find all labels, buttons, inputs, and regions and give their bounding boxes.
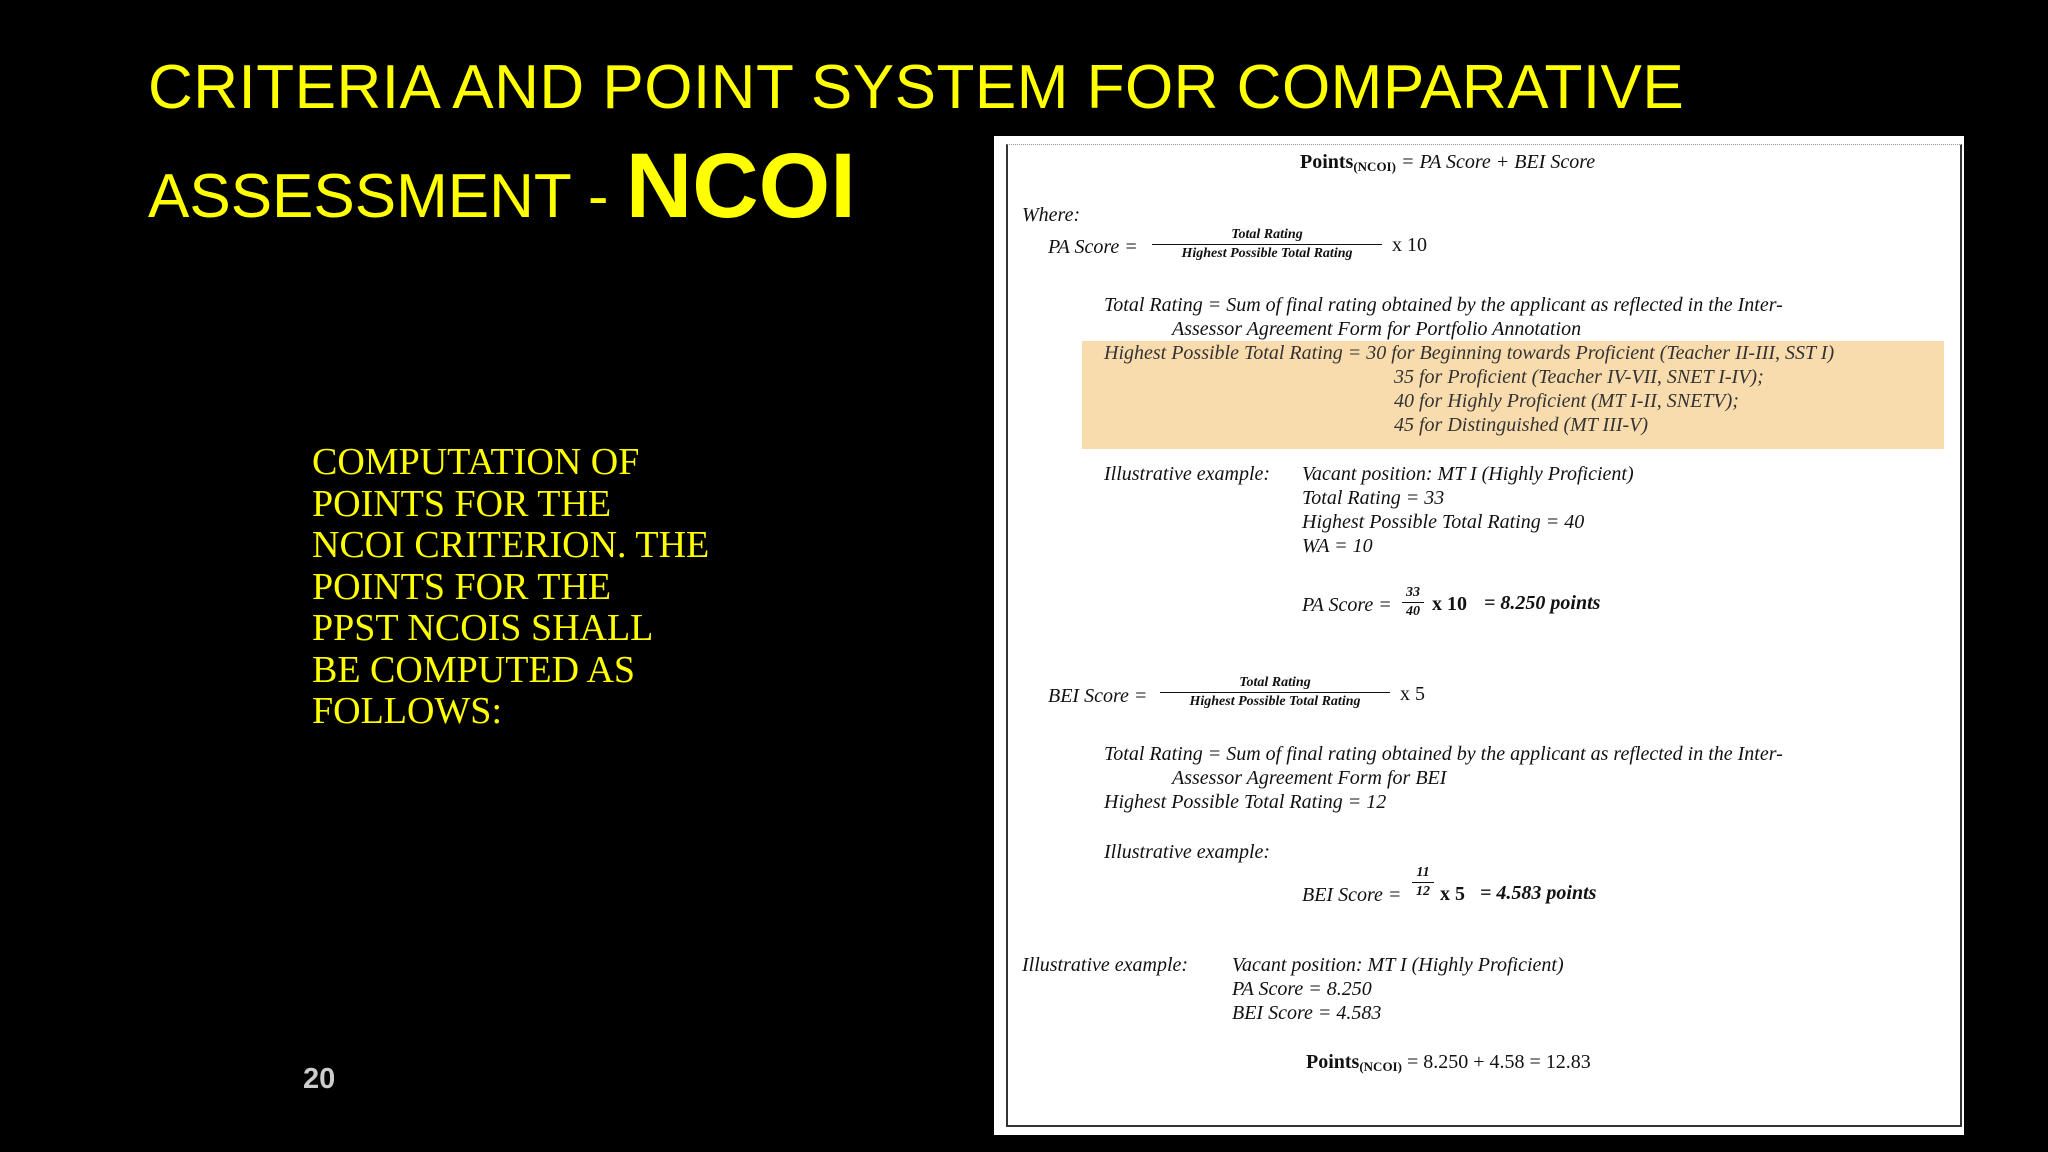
example2-calc-mult: x 5 (1440, 883, 1465, 905)
example1-wa: WA = 10 (1302, 535, 1373, 557)
hpt-line4: 45 for Distinguished (MT III-V) (1394, 414, 1649, 436)
example1-calc-mult: x 10 (1432, 593, 1467, 615)
example2-calc-result: = 4.583 points (1480, 882, 1597, 904)
pa-multiplier: x 10 (1392, 234, 1427, 256)
body-line: NCOI CRITERION. THE (312, 524, 710, 566)
example2-label: Illustrative example: (1104, 841, 1271, 863)
pa-score-label: PA Score = (1048, 236, 1138, 258)
slide-title-prefix: ASSESSMENT - (148, 162, 626, 231)
example2-calc-label: BEI Score = (1302, 884, 1402, 906)
document-image (994, 136, 1964, 1135)
bei-multiplier: x 5 (1400, 683, 1425, 705)
example3-position: Vacant position: MT I (Highly Proficient) (1232, 954, 1564, 976)
body-line: FOLLOWS: (312, 690, 502, 732)
pa-fraction-denominator: Highest Possible Total Rating (1152, 244, 1382, 263)
example3-bei: BEI Score = 4.583 (1232, 1002, 1382, 1024)
example3-label: Illustrative example: (1022, 954, 1189, 976)
bei-hpt: Highest Possible Total Rating = 12 (1104, 791, 1387, 813)
final-points-formula: Points(NCOI) = 8.250 + 4.58 = 12.83 (1306, 1051, 1591, 1074)
body-text (312, 442, 782, 733)
body-line: POINTS FOR THE (312, 482, 612, 525)
bei-fraction-denominator: Highest Possible Total Rating (1160, 692, 1390, 711)
example2-fraction (1412, 864, 1434, 901)
example2-fraction-numerator: 11 (1416, 865, 1430, 880)
example1-hpt: Highest Possible Total Rating = 40 (1302, 511, 1585, 533)
bei-fraction-numerator: Total Rating (1239, 675, 1311, 690)
pa-total-rating-line1: Total Rating = Sum of final rating obtained by the applicant as reflected in the Inter- (1104, 294, 1783, 316)
example3-pa: PA Score = 8.250 (1232, 978, 1372, 1000)
body-line: COMPUTATION OF (312, 441, 640, 483)
document-frame (1006, 144, 1962, 1127)
slide-title-emphasis: NCOI (625, 135, 856, 237)
hpt-line3: 40 for Highly Proficient (MT I-II, SNETV); (1394, 390, 1739, 412)
example2-fraction-denominator: 12 (1412, 882, 1434, 901)
slide-title-line1: CRITERIA AND POINT SYSTEM FOR COMPARATIVE (148, 53, 1685, 122)
bei-fraction (1160, 674, 1390, 711)
bei-total-line1: Total Rating = Sum of final rating obtained by the applicant as reflected in the Inter- (1104, 743, 1783, 765)
hpt-line1: Highest Possible Total Rating = 30 for Beginning towards Proficient (Teacher II-III, SST I) (1104, 342, 1835, 364)
hpt-line2: 35 for Proficient (Teacher IV-VII, SNET I-IV); (1394, 366, 1764, 388)
example1-position: Vacant position: MT I (Highly Proficient) (1302, 463, 1634, 485)
bei-score-label: BEI Score = (1048, 685, 1148, 707)
page-number: 20 (303, 1063, 336, 1095)
example1-fraction-denominator: 40 (1402, 602, 1424, 621)
example1-total: Total Rating = 33 (1302, 487, 1445, 509)
where-label: Where: (1022, 204, 1081, 226)
example1-calc-label: PA Score = (1302, 594, 1392, 616)
bei-total-line2: Assessor Agreement Form for BEI (1172, 767, 1447, 789)
pa-fraction (1152, 226, 1382, 263)
example1-calc-result: = 8.250 points (1484, 592, 1601, 614)
body-line: POINTS FOR THE (312, 565, 612, 608)
body-line: BE COMPUTED AS (312, 648, 636, 691)
body-line: PPST NCOIS SHALL (312, 607, 654, 649)
example1-label: Illustrative example: (1104, 463, 1271, 485)
pa-fraction-numerator: Total Rating (1231, 227, 1303, 242)
points-formula: Points(NCOI) = PA Score + BEI Score (1300, 151, 1596, 174)
example1-fraction-numerator: 33 (1406, 585, 1420, 600)
slide-title-line2 (148, 134, 856, 239)
example1-fraction (1402, 584, 1424, 621)
pa-total-rating-line2: Assessor Agreement Form for Portfolio Annotation (1172, 318, 1582, 340)
